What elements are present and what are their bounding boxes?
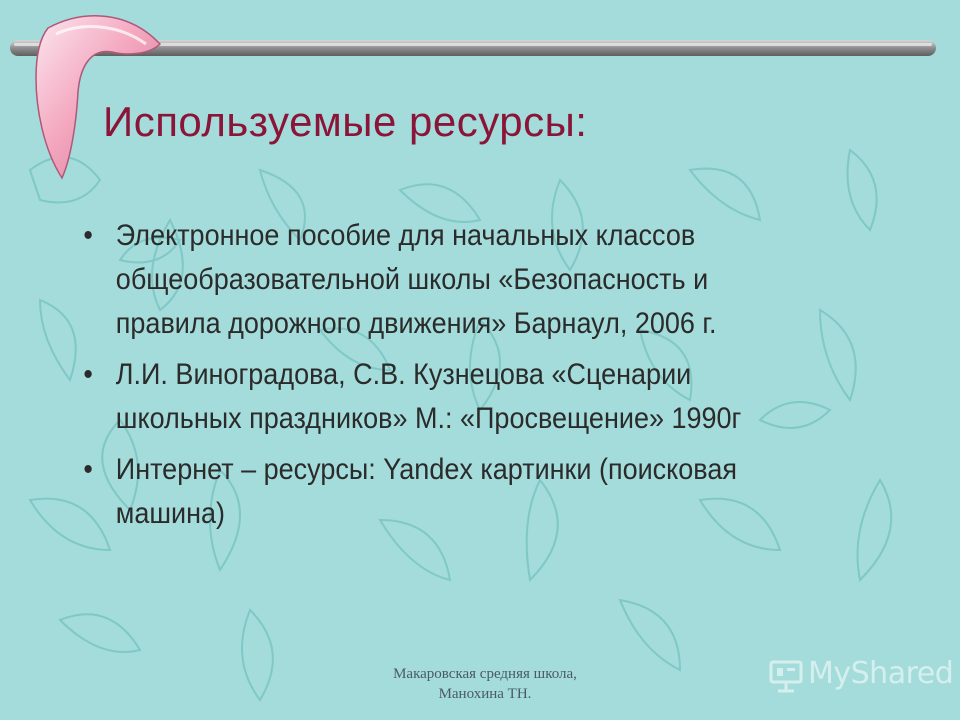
slide-footer — [350, 664, 620, 704]
watermark-text: MyShared — [808, 656, 954, 691]
bullet-marker: • — [83, 453, 93, 486]
bullet-marker: • — [83, 358, 93, 391]
list-item — [78, 448, 771, 536]
footer-school-name: Макаровская средняя школа, — [393, 666, 577, 682]
bullet-text-internet-resources: Интернет – ресурсы: Yandex картинки (поисковая машина) — [115, 453, 737, 530]
watermark-logo — [768, 654, 954, 700]
list-item — [78, 214, 771, 346]
slide-title: Используемые ресурсы: — [103, 98, 588, 145]
bullet-list — [78, 214, 848, 543]
presentation-board-icon — [768, 658, 804, 694]
list-item — [78, 353, 771, 441]
footer-author-name: Манохина ТН. — [438, 686, 532, 702]
bullet-marker: • — [83, 219, 93, 252]
bullet-text-book-reference: Л.И. Виноградова, С.В. Кузнецова «Сценарии школьных праздников» М.: «Просвещение» 1990г — [115, 358, 742, 435]
bullet-text-electronic-guide: Электронное пособие для начальных классов общеобразовательной школы «Безопасность и правила дорожного движения» Барнаул, 2006 г. — [115, 219, 717, 340]
